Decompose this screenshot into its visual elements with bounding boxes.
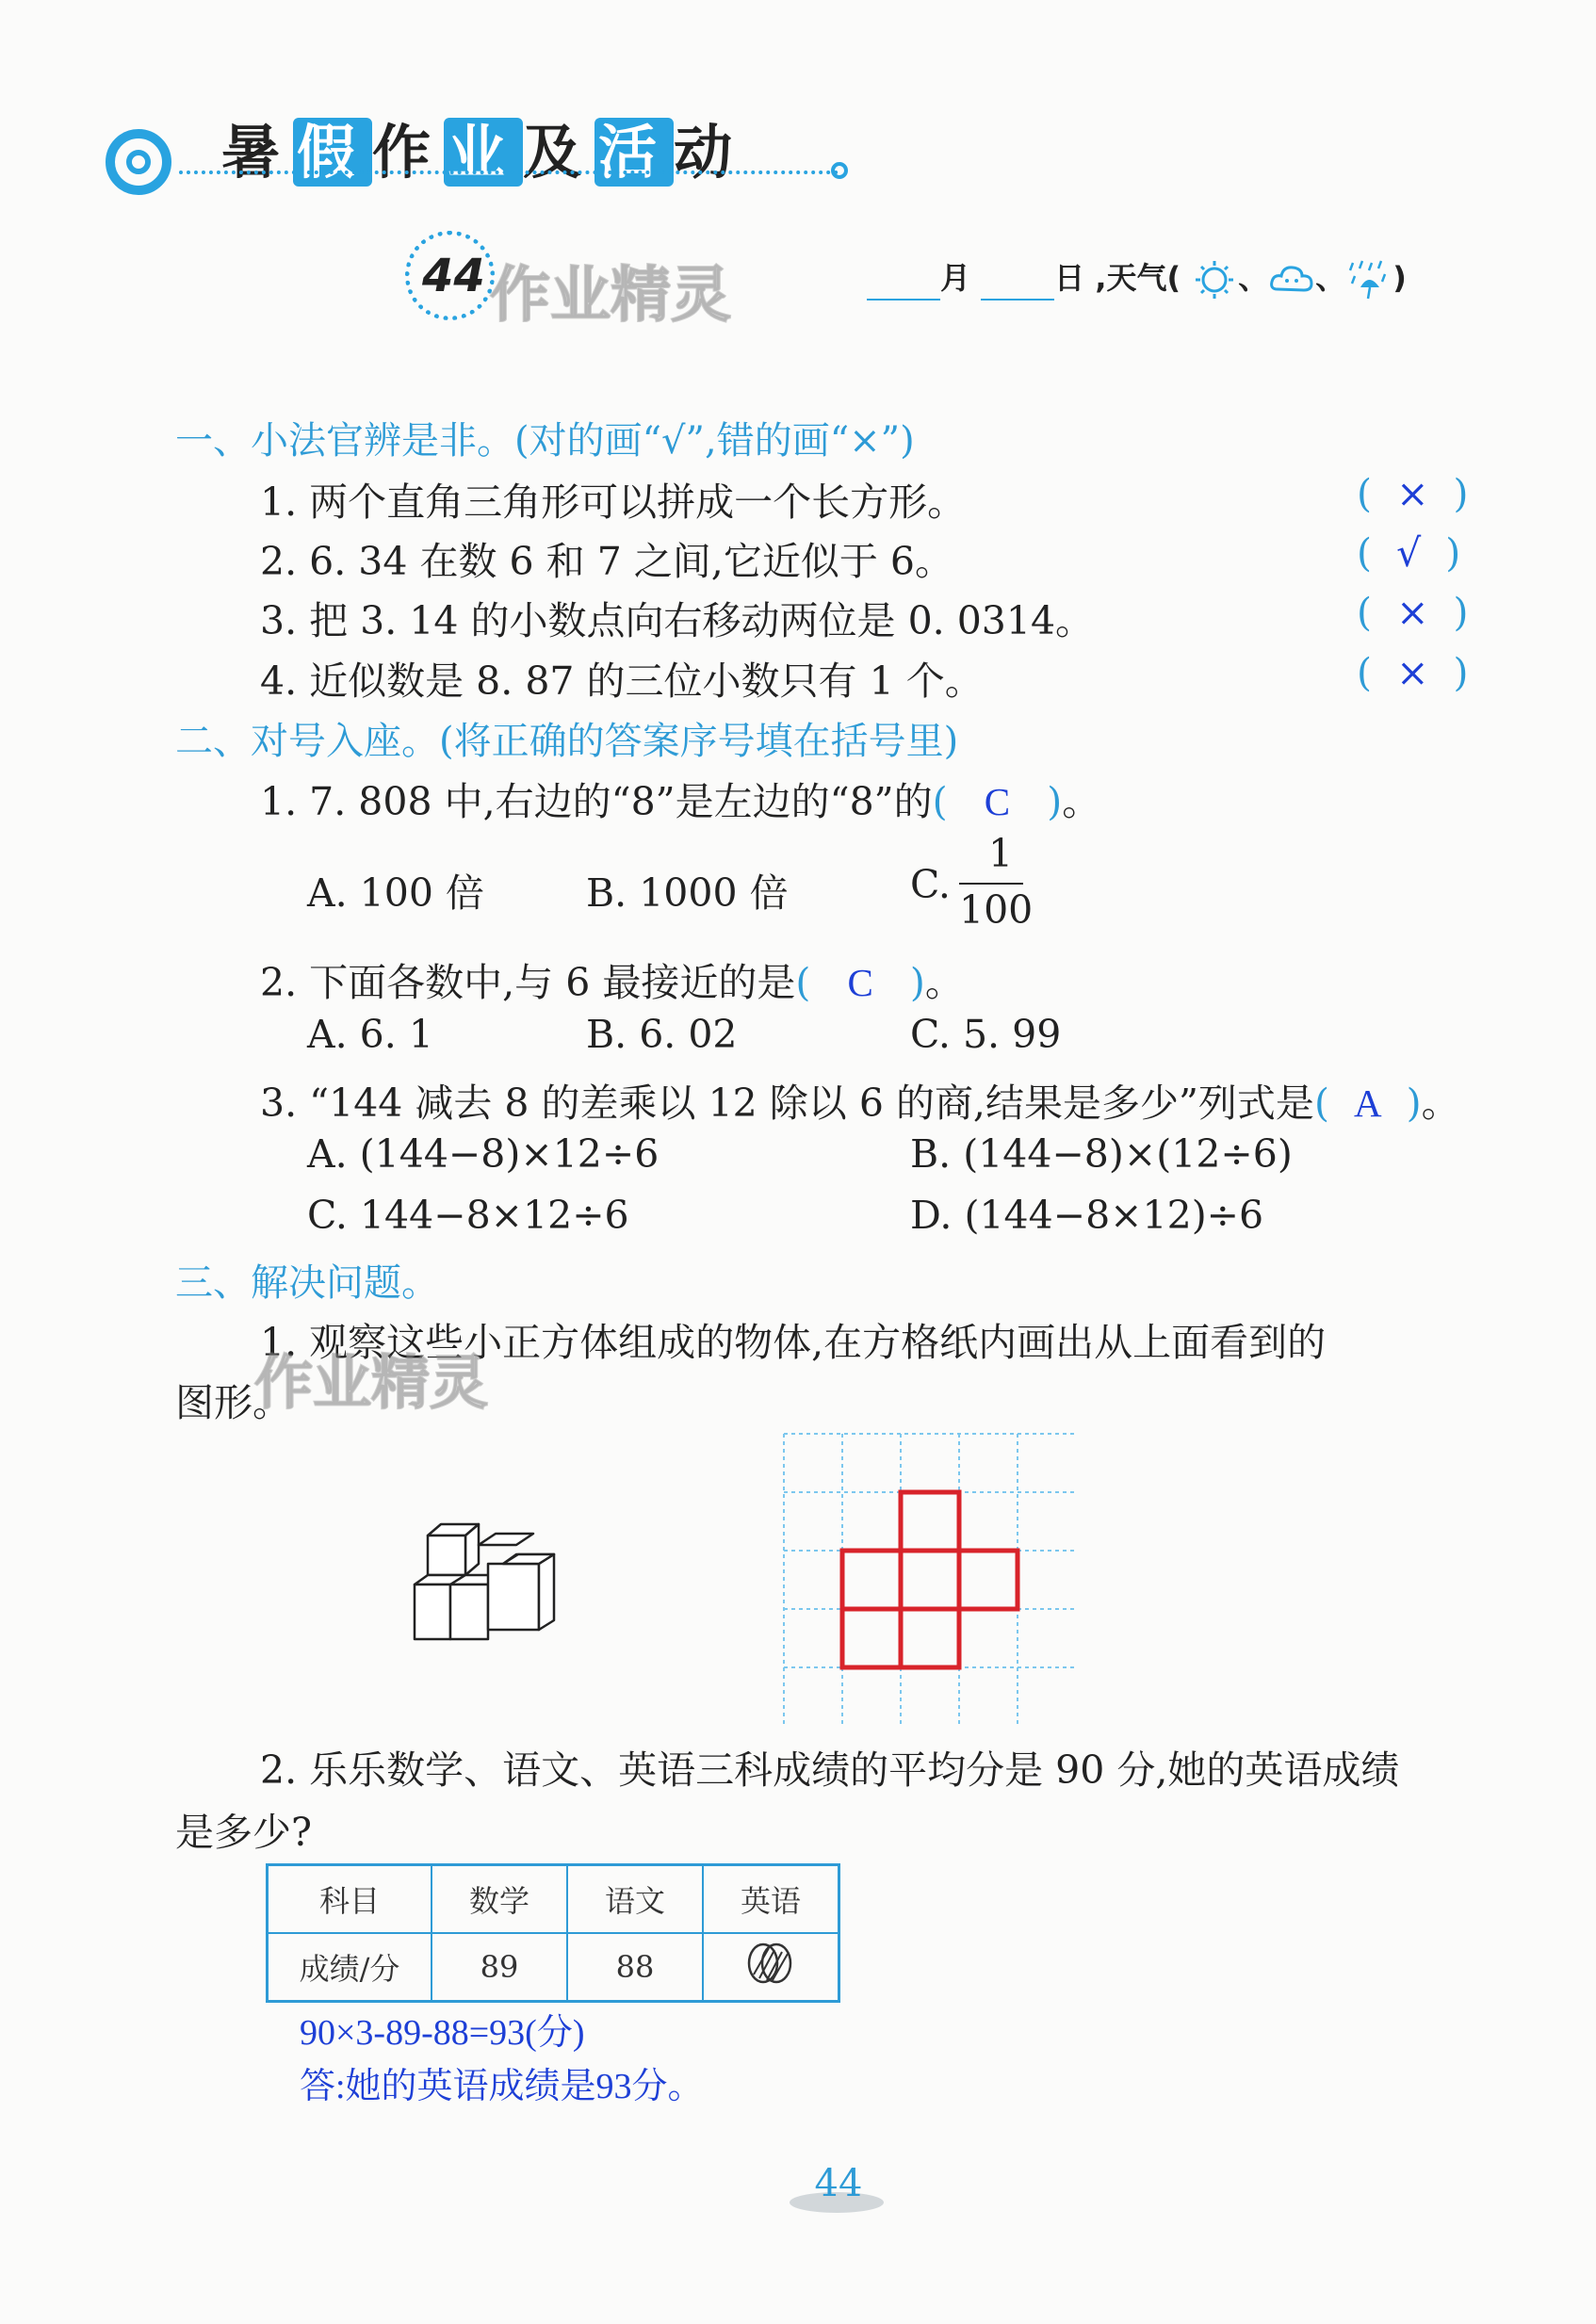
work-line: 90×3-89-88=93(分) xyxy=(300,2013,585,2053)
choice-q2-answer: C xyxy=(847,961,873,1004)
day-label: 日 xyxy=(1054,260,1085,296)
section-2-note: (将正确的答案序号填在括号里) xyxy=(439,720,959,763)
title-char: 作 xyxy=(372,118,445,187)
answer-mark: × xyxy=(1396,471,1429,516)
cube-stack-figure xyxy=(405,1507,594,1658)
answer-mark: × xyxy=(1396,650,1429,695)
target-logo-icon xyxy=(106,129,171,195)
weather-label: ,天气( xyxy=(1095,260,1181,296)
section-2-heading: 二、对号入座。 xyxy=(175,720,439,763)
choice-q3-option-c: C. 144−8×12÷6 xyxy=(307,1193,629,1238)
top-view-square xyxy=(901,1492,959,1551)
table-row xyxy=(268,1865,839,1934)
judge-item-2: 2. 6. 34 在数 6 和 7 之间,它近似于 6。 xyxy=(260,539,953,584)
choice-q1-option-b: B. 1000 倍 xyxy=(586,870,789,916)
choice-q2-option-a: A. 6. 1 xyxy=(307,1012,433,1057)
title-char: 动 xyxy=(674,118,746,187)
title-char: 业 xyxy=(444,118,523,187)
table-cell: 88 xyxy=(567,1933,703,2002)
day-number: 44 xyxy=(422,250,485,302)
section-1-note: (对的画“√”,错的画“×”) xyxy=(514,419,915,463)
table-header: 科目 xyxy=(268,1865,432,1934)
choice-q1-text: 1. 7. 808 中,右边的“8”是左边的“8”的 xyxy=(260,779,933,824)
table-header: 语文 xyxy=(567,1865,703,1934)
problem-2-line-2: 是多少? xyxy=(175,1810,312,1855)
section-3-title: 三、解决问题。 xyxy=(175,1261,439,1305)
choice-q2-text: 2. 下面各数中,与 6 最接近的是 xyxy=(260,960,796,1005)
page-number: 44 xyxy=(814,2162,863,2205)
choice-q3-option-b: B. (144−8)×(12÷6) xyxy=(910,1131,1293,1177)
section-2-title xyxy=(175,711,958,765)
choice-q3-end: 。 xyxy=(1421,1081,1460,1126)
judge-item-4: 4. 近似数是 8. 87 的三位小数只有 1 个。 xyxy=(260,658,984,704)
table-header: 英语 xyxy=(703,1865,839,1934)
header-divider xyxy=(179,171,839,174)
top-view-square xyxy=(959,1551,1018,1609)
divider-end-icon xyxy=(831,162,848,179)
section-1-heading: 一、小法官辨是非。 xyxy=(175,419,514,463)
choice-q2 xyxy=(260,951,964,1007)
choice-q1-answer: C xyxy=(984,780,1011,823)
title-char: 暑 xyxy=(221,118,294,187)
hidden-score-blot-icon xyxy=(744,1941,797,1986)
day-blank xyxy=(981,272,1054,301)
table-cell: 89 xyxy=(432,1933,567,2002)
choice-q3-paren: ( A ) xyxy=(1313,1081,1422,1126)
top-view-square xyxy=(842,1551,901,1609)
month-blank xyxy=(867,272,940,301)
judge-answer-2: ( √ ) xyxy=(1357,530,1461,576)
title-char: 活 xyxy=(594,118,674,187)
choice-q3-text: 3. “144 减去 8 的差乘以 12 除以 6 的商,结果是多少”列式是 xyxy=(260,1081,1314,1126)
rain-icon xyxy=(1345,259,1392,301)
choice-q2-end: 。 xyxy=(924,960,964,1005)
choice-q1-paren: ( C ) xyxy=(932,779,1063,824)
judge-item-3: 3. 把 3. 14 的小数点向右移动两位是 0. 0314。 xyxy=(260,598,1095,643)
top-view-drawing xyxy=(842,1492,1018,1667)
judge-answer-3: ( × ) xyxy=(1357,590,1469,635)
problem-1-line-1: 1. 观察这些小正方体组成的物体,在方格纸内画出从上面看到的 xyxy=(260,1320,1327,1365)
grid-paper xyxy=(782,1432,1074,1724)
choice-q3 xyxy=(260,1072,1460,1128)
watermark: 作业精灵 xyxy=(254,1348,489,1417)
top-view-square xyxy=(842,1609,901,1667)
answer-line: 答:她的英语成绩是93分。 xyxy=(300,2067,704,2106)
table-row xyxy=(268,1933,839,2002)
watermark: 作业精灵 xyxy=(490,261,731,331)
score-table xyxy=(266,1863,840,2003)
weather-close: ) xyxy=(1392,260,1407,296)
title-char: 及 xyxy=(523,118,595,187)
choice-q1-option-c: C. xyxy=(910,862,951,907)
choice-q2-paren: ( C ) xyxy=(795,960,925,1005)
answer-mark: × xyxy=(1396,590,1429,635)
choice-q3-option-a: A. (144−8)×12÷6 xyxy=(307,1131,660,1177)
choice-q3-answer: A xyxy=(1354,1081,1382,1125)
answer-mark: √ xyxy=(1396,530,1422,576)
date-weather-line: 月 日 ,天气( 、 、 ) xyxy=(867,254,1407,301)
choice-q1-option-a: A. 100 倍 xyxy=(307,870,484,916)
choice-q3-option-d: D. (144−8×12)÷6 xyxy=(910,1193,1264,1238)
choice-q1 xyxy=(260,771,1100,826)
top-view-square xyxy=(901,1609,959,1667)
top-view-square xyxy=(901,1551,959,1609)
judge-answer-4: ( × ) xyxy=(1357,650,1469,695)
choice-q2-option-b: B. 6. 02 xyxy=(586,1012,738,1057)
table-cell: 成绩/分 xyxy=(268,1933,432,2002)
choice-q2-option-c: C. 5. 99 xyxy=(910,1012,1062,1057)
fraction-denominator: 100 xyxy=(959,887,1034,933)
table-cell xyxy=(703,1933,839,2002)
problem-2-line-1: 2. 乐乐数学、语文、英语三科成绩的平均分是 90 分,她的英语成绩 xyxy=(260,1747,1400,1793)
cloud-icon xyxy=(1268,259,1315,301)
title-char: 假 xyxy=(293,118,372,187)
section-1-title xyxy=(175,411,915,464)
fraction-numerator: 1 xyxy=(987,831,1014,876)
problem-1-line-2: 图形。 xyxy=(175,1380,291,1425)
header-title xyxy=(221,106,745,189)
choice-q1-end: 。 xyxy=(1062,779,1101,824)
table-header: 数学 xyxy=(432,1865,567,1934)
judge-item-1: 1. 两个直角三角形可以拼成一个长方形。 xyxy=(260,479,967,525)
sun-icon xyxy=(1191,259,1238,301)
month-label: 月 xyxy=(940,260,971,296)
judge-answer-1: ( × ) xyxy=(1357,471,1469,516)
fraction-bar xyxy=(959,883,1023,885)
